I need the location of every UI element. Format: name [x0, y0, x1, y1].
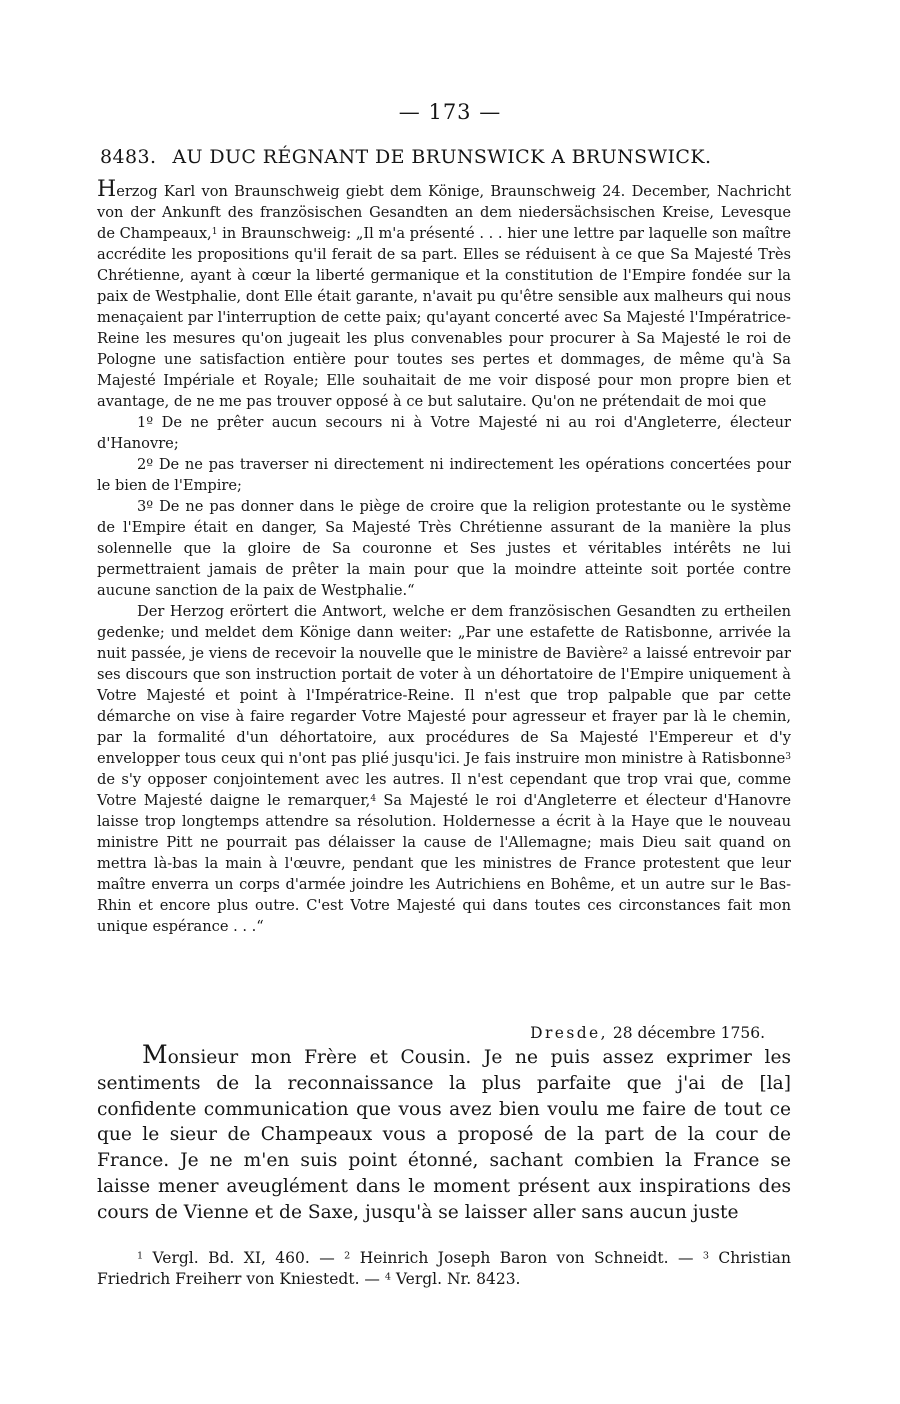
summary-paragraph: Der Herzog erörtert die Antwort, welche er dem französischen Gesandten zu ertheilen gedenke; und meldet dem Könige dann weiter: „Par une estafette de Ratisbonne, arrivée la nuit passée, je viens de recevoir la nouvelle que le ministre de Bavière$^2$ a laissé entrevoir par ses discours que son instruction portait de voter à un déhortatoire de l'Empire uniquement à Votre Majesté et point à l'Impératrice-Reine. Il n'est que trop palpable que par cette démarche on vise à faire regarder Votre Majesté pour agresseur et frayer par là le chemin, par la formalité d'un déhortatoire, aux procédures de Sa Majesté l'Empereur et d'y envelopper tous ceux qui n'ont pas plié jusqu'ici. Je fais instruire mon ministre à Ratisbonne$^3$ de s'y opposer conjointement avec les autres. Il n'est cependant que trop vrai que, comme Votre Majesté daigne le remarquer,$^4$ Sa Majesté le roi d'Angleterre et électeur d'Hanovre laisse trop longtemps attendre sa résolution. Holdernesse a écrit à la Haye que le nouveau ministre Pitt ne pourrait pas délaisser la cause de l'Allemagne; mais Dieu sait quand on mettra là-bas la main à l'œuvre, pendant que les ministres de France protestent que leur maître enverra un corps d'armée joindre les Autrichiens en Bohême, et un autre sur le Bas-Rhin et encore plus outre. C'est Votre Majesté qui dans toutes ces circonstances fait mon unique espérance . . .“	[97, 603, 791, 935]
summary-point-3: 3º De ne pas donner dans le piège de croire que la religion protestante ou le système de l'Empire était en danger, Sa Majesté Très Chrétienne assurant de la manière la plus solennelle que la gloire de Sa couronne et Ses justes et véritables intérêts ne lui permettraient jamais de prêter la main pour que la moindre atteinte soit portée contre aucune sanction de la paix de Westphalie.“	[97, 498, 791, 599]
footnote-marker: 3	[702, 1250, 709, 1262]
document-title: AU DUC RÉGNANT DE BRUNSWICK A BRUNSWICK.	[172, 146, 712, 168]
footnote-line: $^1$ Vergl. Bd. XI, 460. — $^2$ Heinrich Joseph Baron von Schneidt. — $^3$ Christian Friedrich Freiherr von Kniestedt. — $^4$ Vergl. Nr. 8423.	[97, 1249, 791, 1288]
document-number: 8483.	[100, 146, 157, 168]
footnote-ref: 1	[211, 226, 218, 237]
dateline-place: Dresde,	[530, 1024, 608, 1042]
dateline	[97, 1024, 765, 1042]
footnote-ref: 3	[785, 751, 791, 762]
dateline-date: 28 décembre 1756.	[607, 1024, 765, 1042]
footnote-marker: 2	[344, 1250, 351, 1262]
summary-paragraph: Herzog Karl von Braunschweig giebt dem Könige, Braunschweig 24. December, Nachricht von der Ankunft des französischen Gesandten an dem niedersächsischen Kreise, Levesque de Champeaux,$^1$ in Braunschweig: „Il m'a présenté . . . hier une lettre par laquelle son maître accrédite les propositions qu'il ferait de sa part. Elles se réduisent à ce que Sa Majesté Très Chrétienne, ayant à cœur la liberté germanique et la constitution de l'Empire fondée sur la paix de Westphalie, dont Elle était garante, n'avait pu qu'être sensible aux malheurs qui nous menaçaient par l'interruption de cette paix; qu'ayant concerté avec Sa Majesté l'Impératrice-Reine les mesures qu'on jugeait les plus convenables pour procurer à Sa Majesté le roi de Pologne une satisfaction entière pour toutes ses pertes et dommages, de même qu'à Sa Majesté Impériale et Royale; Elle souhaitait de me voir disposé pour mon propre bien et avantage, de ne me pas trouver opposé à ce but salutaire. Qu'on ne prétendait de moi que	[97, 177, 792, 410]
summary-point-2: 2º De ne pas traverser ni directement ni indirectement les opérations concertées pour le bien de l'Empire;	[97, 456, 791, 494]
footnote-ref: 2	[622, 646, 629, 657]
footnote-marker: 1	[137, 1250, 144, 1262]
document-heading	[100, 146, 790, 168]
letter-paragraph: Monsieur mon Frère et Cousin. Je ne puis assez exprimer les sentiments de la reconnaissance la plus parfaite que j'ai de [la] confidente communication que vous avez bien voulu me faire de tout ce que le sieur de Champeaux vous a proposé de la part de la cour de France. Je ne m'en suis point étonné, sachant combien la France se laisse mener aveuglément dans le moment présent aux inspirations des cours de Vienne et de Saxe, jusqu'à se laisser aller sans aucun juste	[97, 1040, 791, 1223]
initial-letter: M	[142, 1040, 168, 1069]
initial-letter: H	[97, 177, 117, 202]
footnotes	[97, 1248, 791, 1290]
footnote-ref: 4	[370, 793, 377, 804]
letter-body	[97, 1040, 791, 1226]
footnote-marker: 4	[384, 1271, 391, 1283]
page-number: — 173 —	[398, 100, 502, 124]
summary-section	[97, 177, 792, 937]
summary-point-1: 1º De ne prêter aucun secours ni à Votre Majesté ni au roi d'Angleterre, électeur d'Hanovre;	[97, 414, 791, 452]
